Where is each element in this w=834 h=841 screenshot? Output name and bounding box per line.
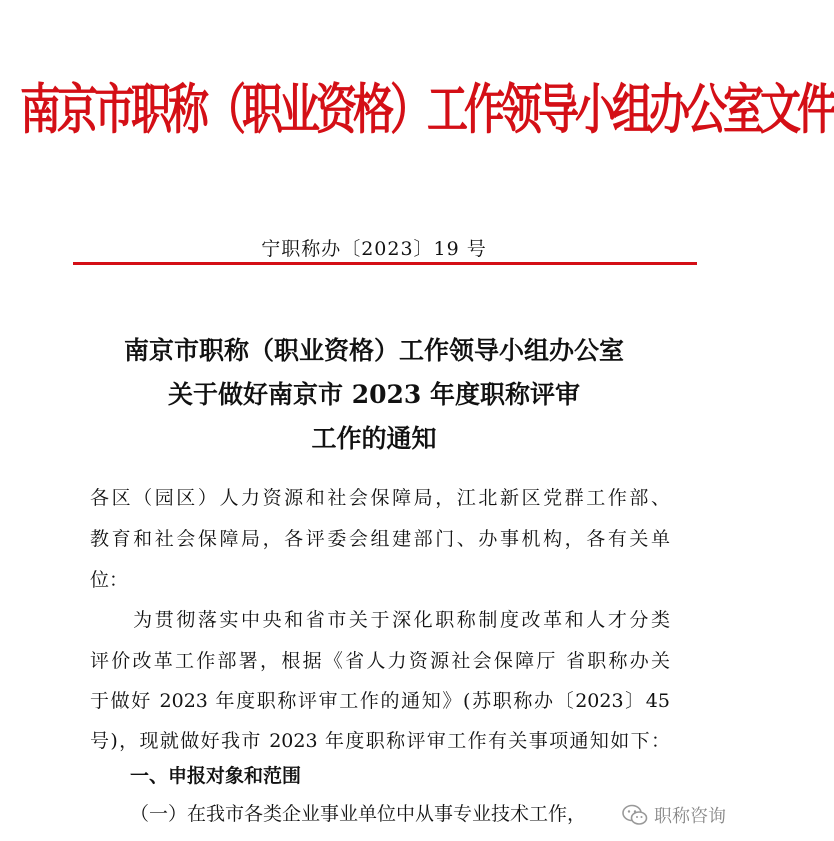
red-divider-line: [73, 262, 697, 265]
document-number: 宁职称办〔2023〕19 号: [261, 238, 487, 260]
paragraph-1-line-4: 号)，现就做好我市 2023 年度职称评审工作有关事项通知如下：: [90, 730, 670, 752]
addressee-line-3: 位：: [90, 569, 129, 591]
wechat-watermark: [622, 802, 726, 828]
addressee-line-2: 教育和社会保障局，各评委会组建部门、办事机构，各有关单: [90, 528, 670, 550]
document-header-title: 南京市职称（职业资格）工作领导小组办公室文件: [20, 78, 834, 142]
section-1-heading: 一、申报对象和范围: [130, 765, 302, 787]
paragraph-1-line-1: 为贯彻落实中央和省市关于深化职称制度改革和人才分类: [90, 609, 670, 631]
watermark-label: 职称咨询: [654, 806, 726, 827]
notice-title-line-2: 关于做好南京市 2023 年度职称评审: [168, 380, 580, 409]
paragraph-1-line-3: 于做好 2023 年度职称评审工作的通知》(苏职称办〔2023〕45: [90, 690, 670, 712]
addressee-line-1: 各区（园区）人力资源和社会保障局，江北新区党群工作部、: [90, 487, 670, 509]
notice-title-line-1: 南京市职称（职业资格）工作领导小组办公室: [123, 336, 624, 365]
wechat-icon: [622, 804, 648, 826]
section-1-item-1: （一）在我市各类企业事业单位中从事专业技术工作，: [130, 803, 587, 825]
paragraph-1-line-2: 评价改革工作部署，根据《省人力资源社会保障厅 省职称办关: [90, 650, 670, 672]
notice-title-line-3: 工作的通知: [311, 424, 437, 453]
